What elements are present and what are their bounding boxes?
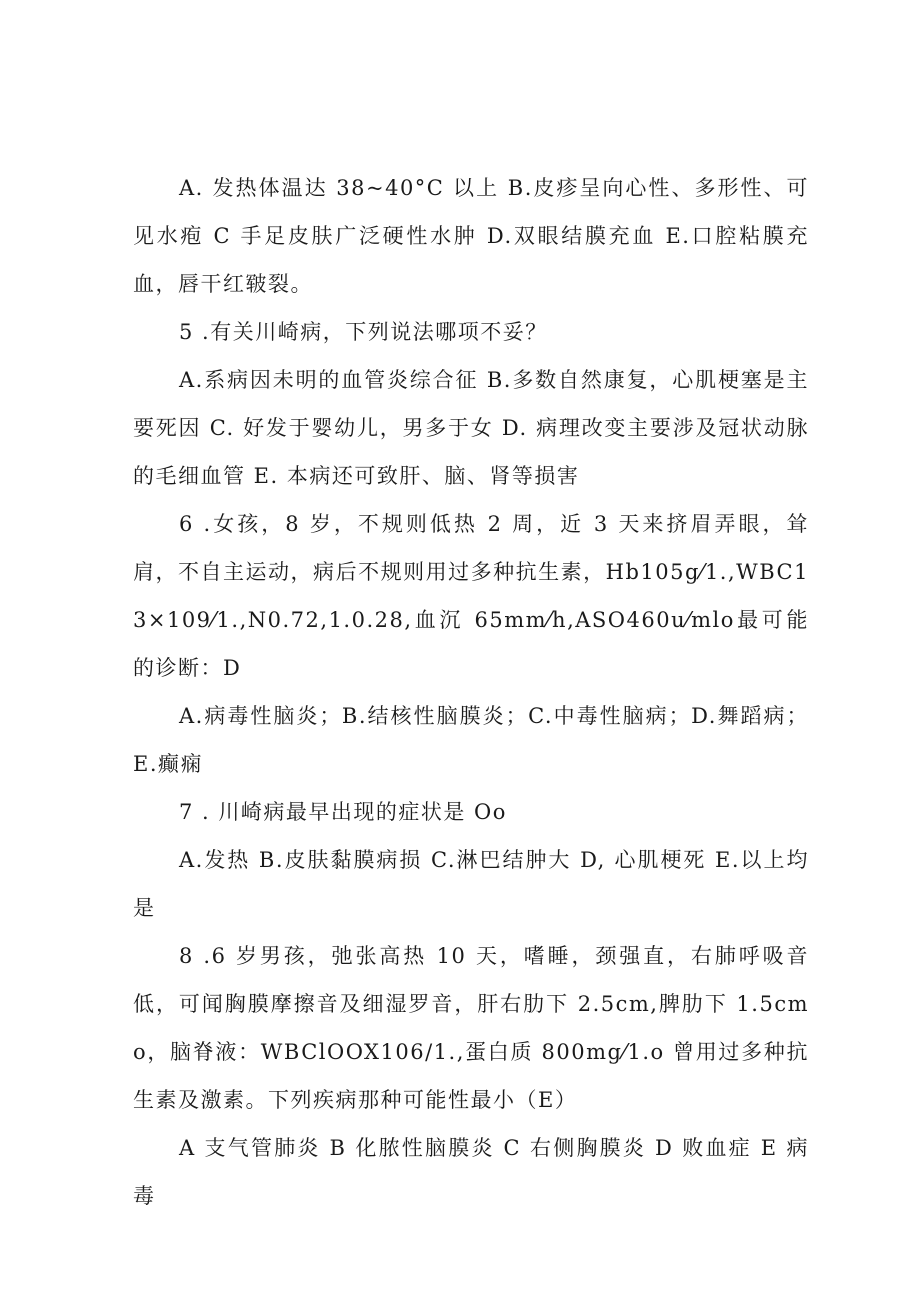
- paragraph-q8-stem: 8 .6 岁男孩，弛张高热 10 天，嗜睡，颈强直，右肺呼吸音低，可闻胸膜摩擦音及细湿罗音，肝右肋下 2.5cm,脾肋下 1.5cmo，脑脊液：WBClOOX106/1.,蛋白质 800mg⁄1.o 曾用过多种抗生素及激素。下列疾病那种可能性最小（E）: [133, 944, 809, 1112]
- paragraph-q6-options: A.病毒性脑炎；B.结核性脑膜炎；C.中毒性脑病；D.舞蹈病；E.癫痫: [133, 704, 809, 776]
- paragraph-q6-stem: 6 .女孩，8 岁，不规则低热 2 周，近 3 天来挤眉弄眼，耸肩，不自主运动，病后不规则用过多种抗生素，Hb105g⁄1.,WBC13×109⁄1.,N0.72,1.0.28,血沉 65mm⁄h,ASO460u⁄mlo最可能的诊断：D: [133, 512, 809, 680]
- paragraph-q4-options: A. 发热体温达 38~40°C 以上 B.皮疹呈向心性、多形性、可见水疱 C 手足皮肤广泛硬性水肿 D.双眼结膜充血 E.口腔粘膜充血，唇干红皲裂。: [133, 176, 809, 296]
- paragraph-q8-options: A 支气管肺炎 B 化脓性脑膜炎 C 右侧胸膜炎 D 败血症 E 病毒: [133, 1136, 809, 1208]
- paragraph-q5-options: A.系病因未明的血管炎综合征 B.多数自然康复，心肌梗塞是主要死因 C. 好发于婴幼儿，男多于女 D. 病理改变主要涉及冠状动脉的毛细血管 E. 本病还可致肝、脑、肾等损害: [133, 368, 809, 488]
- document-body: [133, 164, 809, 1220]
- paragraph-q5-stem: 5 .有关川崎病，下列说法哪项不妥？: [179, 320, 548, 344]
- paragraph-q7-stem: 7 . 川崎病最早出现的症状是 Oo: [179, 800, 507, 824]
- paragraph-q7-options: A.发热 B.皮肤黏膜病损 C.淋巴结肿大 D, 心肌梗死 E.以上均是: [133, 848, 809, 920]
